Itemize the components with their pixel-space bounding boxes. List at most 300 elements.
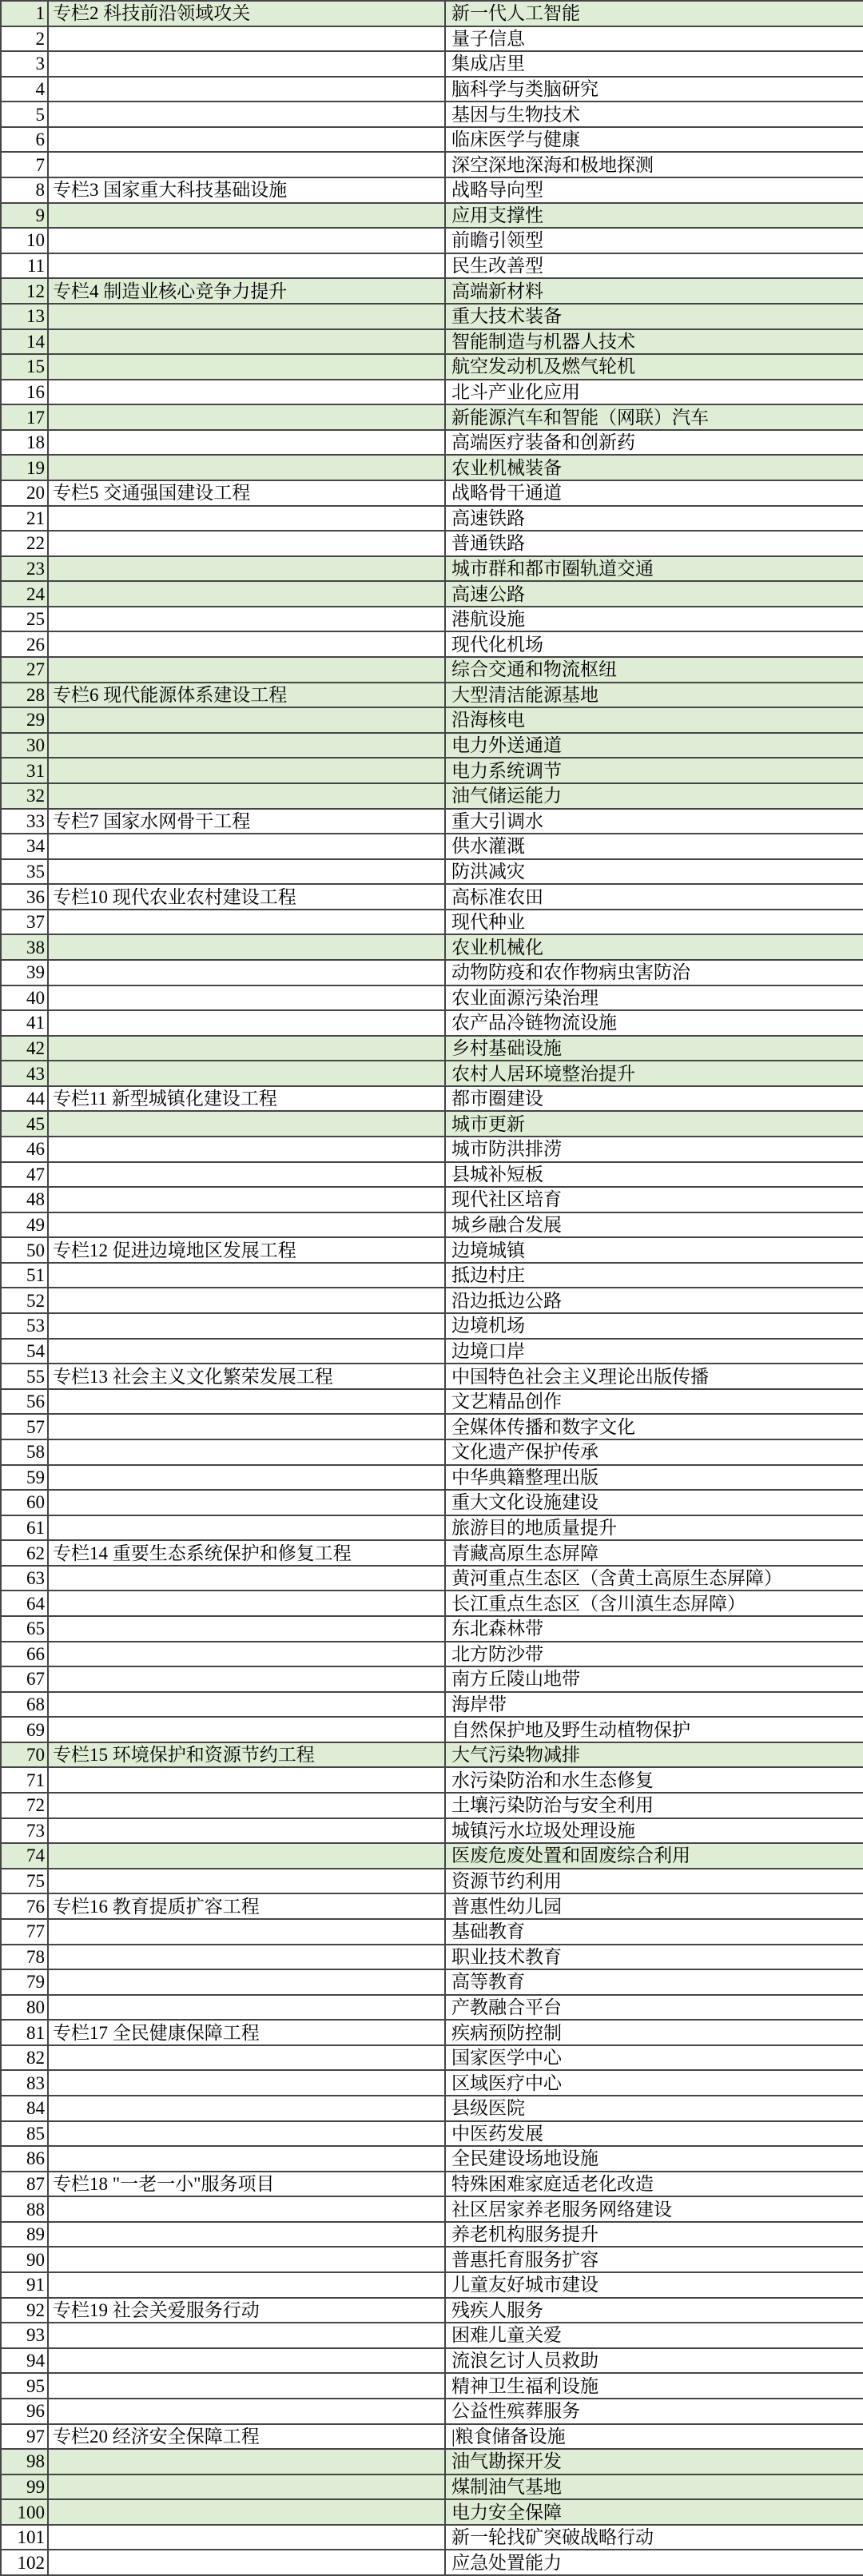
row-number-cell[interactable]: 28	[1, 683, 48, 708]
row-number-cell[interactable]: 34	[1, 834, 48, 859]
column-title-cell[interactable]	[48, 2247, 445, 2272]
item-cell[interactable]: 边境机场	[445, 1313, 863, 1339]
row-number-cell[interactable]: 10	[1, 228, 48, 253]
row-number-cell[interactable]: 89	[1, 2222, 48, 2248]
item-cell[interactable]: 文艺精品创作	[445, 1389, 863, 1415]
item-cell[interactable]: 沿边抵边公路	[445, 1288, 863, 1313]
item-cell[interactable]: 县城补短板	[445, 1162, 863, 1188]
item-cell[interactable]: 都市圈建设	[445, 1086, 863, 1112]
row-number-cell[interactable]: 30	[1, 733, 48, 758]
column-title-cell[interactable]	[48, 985, 445, 1011]
column-title-cell[interactable]	[48, 1818, 445, 1844]
column-title-cell[interactable]	[48, 2222, 445, 2248]
column-title-cell[interactable]	[48, 1566, 445, 1591]
row-number-cell[interactable]: 47	[1, 1162, 48, 1188]
column-title-cell[interactable]: 专栏14 重要生态系统保护和修复工程	[48, 1540, 445, 1566]
row-number-cell[interactable]: 91	[1, 2272, 48, 2298]
row-number-cell[interactable]: 59	[1, 1465, 48, 1491]
item-cell[interactable]: 重大引调水	[445, 809, 863, 834]
item-cell[interactable]: 中国特色社会主义理论出版传播	[445, 1364, 863, 1389]
column-title-cell[interactable]	[48, 2373, 445, 2399]
row-number-cell[interactable]: 42	[1, 1036, 48, 1061]
row-number-cell[interactable]: 25	[1, 607, 48, 632]
row-number-cell[interactable]: 35	[1, 859, 48, 885]
item-cell[interactable]: 南方丘陵山地带	[445, 1666, 863, 1692]
item-cell[interactable]: 土壤污染防治与安全利用	[445, 1793, 863, 1818]
item-cell[interactable]: 农业机械化	[445, 934, 863, 960]
item-cell[interactable]: 现代种业	[445, 910, 863, 935]
row-number-cell[interactable]: 71	[1, 1767, 48, 1793]
column-title-cell[interactable]	[48, 329, 445, 355]
item-cell[interactable]: 防洪减灾	[445, 859, 863, 885]
column-title-cell[interactable]	[48, 707, 445, 733]
row-number-cell[interactable]: 77	[1, 1919, 48, 1945]
row-number-cell[interactable]: 102	[1, 2550, 48, 2575]
item-cell[interactable]: 量子信息	[445, 26, 863, 52]
row-number-cell[interactable]: 58	[1, 1439, 48, 1465]
column-title-cell[interactable]: 专栏20 经济安全保障工程	[48, 2424, 445, 2450]
item-cell[interactable]: 养老机构服务提升	[445, 2222, 863, 2248]
item-cell[interactable]: 应急处置能力	[445, 2550, 863, 2575]
row-number-cell[interactable]: 21	[1, 506, 48, 532]
row-number-cell[interactable]: 22	[1, 531, 48, 556]
column-title-cell[interactable]	[48, 354, 445, 380]
column-title-cell[interactable]	[48, 455, 445, 480]
column-title-cell[interactable]	[48, 203, 445, 229]
item-cell[interactable]: 公益性殡葬服务	[445, 2399, 863, 2424]
column-title-cell[interactable]: 专栏2 科技前沿领域攻关	[48, 1, 445, 26]
row-number-cell[interactable]: 79	[1, 1969, 48, 1995]
item-cell[interactable]: 现代社区培育	[445, 1187, 863, 1212]
row-number-cell[interactable]: 45	[1, 1111, 48, 1137]
column-title-cell[interactable]	[48, 607, 445, 632]
item-cell[interactable]: 特殊困难家庭适老化改造	[445, 2172, 863, 2197]
row-number-cell[interactable]: 63	[1, 1566, 48, 1591]
row-number-cell[interactable]: 2	[1, 26, 48, 52]
row-number-cell[interactable]: 56	[1, 1389, 48, 1415]
row-number-cell[interactable]: 67	[1, 1666, 48, 1692]
row-number-cell[interactable]: 51	[1, 1263, 48, 1288]
item-cell[interactable]: 新一轮找矿突破战略行动	[445, 2525, 863, 2550]
item-cell[interactable]: 北斗产业化应用	[445, 380, 863, 405]
item-cell[interactable]: 大气污染物减排	[445, 1742, 863, 1768]
item-cell[interactable]: 儿童友好城市建设	[445, 2272, 863, 2298]
column-title-cell[interactable]: 专栏18 "一老一小"服务项目	[48, 2172, 445, 2197]
row-number-cell[interactable]: 81	[1, 2020, 48, 2045]
row-number-cell[interactable]: 86	[1, 2146, 48, 2172]
item-cell[interactable]: 高速铁路	[445, 506, 863, 532]
row-number-cell[interactable]: 38	[1, 934, 48, 960]
column-title-cell[interactable]	[48, 758, 445, 783]
row-number-cell[interactable]: 74	[1, 1843, 48, 1869]
row-number-cell[interactable]: 31	[1, 758, 48, 783]
column-title-cell[interactable]: 专栏17 全民健康保障工程	[48, 2020, 445, 2045]
item-cell[interactable]: 抵边村庄	[445, 1263, 863, 1288]
column-title-cell[interactable]	[48, 506, 445, 532]
column-title-cell[interactable]	[48, 1945, 445, 1970]
column-title-cell[interactable]	[48, 228, 445, 253]
column-title-cell[interactable]: 专栏3 国家重大科技基础设施	[48, 177, 445, 203]
row-number-cell[interactable]: 37	[1, 910, 48, 935]
row-number-cell[interactable]: 40	[1, 985, 48, 1011]
item-cell[interactable]: 国家医学中心	[445, 2045, 863, 2071]
item-cell[interactable]: 东北森林带	[445, 1616, 863, 1642]
column-title-cell[interactable]: 专栏5 交通强国建设工程	[48, 480, 445, 506]
item-cell[interactable]: 基础教育	[445, 1919, 863, 1945]
item-cell[interactable]: 农产品冷链物流设施	[445, 1010, 863, 1036]
column-title-cell[interactable]	[48, 2272, 445, 2298]
item-cell[interactable]: |粮食储备设施	[445, 2424, 863, 2450]
column-title-cell[interactable]	[48, 1642, 445, 1667]
item-cell[interactable]: 煤制油气基地	[445, 2474, 863, 2500]
column-title-cell[interactable]	[48, 304, 445, 329]
item-cell[interactable]: 高等教育	[445, 1969, 863, 1995]
column-title-cell[interactable]	[48, 1339, 445, 1364]
row-number-cell[interactable]: 52	[1, 1288, 48, 1313]
column-title-cell[interactable]	[48, 1793, 445, 1818]
column-title-cell[interactable]	[48, 2550, 445, 2575]
row-number-cell[interactable]: 75	[1, 1869, 48, 1894]
row-number-cell[interactable]: 69	[1, 1717, 48, 1742]
row-number-cell[interactable]: 16	[1, 380, 48, 405]
column-title-cell[interactable]	[48, 127, 445, 153]
row-number-cell[interactable]: 13	[1, 304, 48, 329]
column-title-cell[interactable]	[48, 1692, 445, 1718]
column-title-cell[interactable]	[48, 1010, 445, 1036]
row-number-cell[interactable]: 85	[1, 2121, 48, 2147]
row-number-cell[interactable]: 55	[1, 1364, 48, 1389]
column-title-cell[interactable]	[48, 2323, 445, 2348]
item-cell[interactable]: 电力外送通道	[445, 733, 863, 758]
column-title-cell[interactable]	[48, 1969, 445, 1995]
item-cell[interactable]: 区域医疗中心	[445, 2070, 863, 2096]
column-title-cell[interactable]: 专栏6 现代能源体系建设工程	[48, 683, 445, 708]
item-cell[interactable]: 深空深地深海和极地探测	[445, 152, 863, 177]
column-title-cell[interactable]	[48, 733, 445, 758]
column-title-cell[interactable]	[48, 960, 445, 985]
column-title-cell[interactable]	[48, 910, 445, 935]
row-number-cell[interactable]: 33	[1, 809, 48, 834]
item-cell[interactable]: 油气勘探开发	[445, 2449, 863, 2474]
column-title-cell[interactable]	[48, 2096, 445, 2121]
item-cell[interactable]: 普惠托育服务扩容	[445, 2247, 863, 2272]
column-title-cell[interactable]: 专栏15 环境保护和资源节约工程	[48, 1742, 445, 1768]
item-cell[interactable]: 长江重点生态区（含川滇生态屏障）	[445, 1591, 863, 1616]
row-number-cell[interactable]: 97	[1, 2424, 48, 2450]
item-cell[interactable]: 动物防疫和农作物病虫害防治	[445, 960, 863, 985]
column-title-cell[interactable]	[48, 1212, 445, 1238]
column-title-cell[interactable]	[48, 1490, 445, 1515]
row-number-cell[interactable]: 1	[1, 1, 48, 26]
item-cell[interactable]: 全民建设场地设施	[445, 2146, 863, 2172]
item-cell[interactable]: 黄河重点生态区（含黄土高原生态屏障）	[445, 1566, 863, 1591]
row-number-cell[interactable]: 50	[1, 1237, 48, 1263]
row-number-cell[interactable]: 88	[1, 2196, 48, 2222]
item-cell[interactable]: 高标准农田	[445, 884, 863, 910]
item-cell[interactable]: 社区居家养老服务网络建设	[445, 2196, 863, 2222]
column-title-cell[interactable]	[48, 2045, 445, 2071]
row-number-cell[interactable]: 24	[1, 581, 48, 607]
row-number-cell[interactable]: 61	[1, 1515, 48, 1541]
column-title-cell[interactable]: 专栏16 教育提质扩容工程	[48, 1893, 445, 1919]
item-cell[interactable]: 大型清洁能源基地	[445, 683, 863, 708]
row-number-cell[interactable]: 27	[1, 657, 48, 683]
row-number-cell[interactable]: 99	[1, 2474, 48, 2500]
item-cell[interactable]: 油气储运能力	[445, 783, 863, 809]
column-title-cell[interactable]	[48, 1616, 445, 1642]
row-number-cell[interactable]: 87	[1, 2172, 48, 2197]
item-cell[interactable]: 新一代人工智能	[445, 1, 863, 26]
item-cell[interactable]: 普惠性幼儿园	[445, 1893, 863, 1919]
row-number-cell[interactable]: 94	[1, 2348, 48, 2374]
item-cell[interactable]: 旅游目的地质量提升	[445, 1515, 863, 1541]
row-number-cell[interactable]: 53	[1, 1313, 48, 1339]
item-cell[interactable]: 城乡融合发展	[445, 1212, 863, 1238]
item-cell[interactable]: 海岸带	[445, 1692, 863, 1718]
column-title-cell[interactable]	[48, 783, 445, 809]
column-title-cell[interactable]	[48, 1717, 445, 1742]
item-cell[interactable]: 水污染防治和水生态修复	[445, 1767, 863, 1793]
row-number-cell[interactable]: 60	[1, 1490, 48, 1515]
column-title-cell[interactable]	[48, 2121, 445, 2147]
row-number-cell[interactable]: 66	[1, 1642, 48, 1667]
column-title-cell[interactable]	[48, 380, 445, 405]
column-title-cell[interactable]: 专栏10 现代农业农村建设工程	[48, 884, 445, 910]
column-title-cell[interactable]	[48, 51, 445, 77]
item-cell[interactable]: 文化遗产保护传承	[445, 1439, 863, 1465]
column-title-cell[interactable]: 专栏4 制造业核心竞争力提升	[48, 278, 445, 304]
item-cell[interactable]: 中医药发展	[445, 2121, 863, 2147]
item-cell[interactable]: 职业技术教育	[445, 1945, 863, 1970]
column-title-cell[interactable]	[48, 1439, 445, 1465]
row-number-cell[interactable]: 83	[1, 2070, 48, 2096]
item-cell[interactable]: 港航设施	[445, 607, 863, 632]
row-number-cell[interactable]: 8	[1, 177, 48, 203]
item-cell[interactable]: 自然保护地及野生动植物保护	[445, 1717, 863, 1742]
column-title-cell[interactable]: 专栏13 社会主义文化繁荣发展工程	[48, 1364, 445, 1389]
row-number-cell[interactable]: 90	[1, 2247, 48, 2272]
row-number-cell[interactable]: 15	[1, 354, 48, 380]
column-title-cell[interactable]: 专栏19 社会关爱服务行动	[48, 2298, 445, 2323]
item-cell[interactable]: 农村人居环境整治提升	[445, 1061, 863, 1086]
row-number-cell[interactable]: 44	[1, 1086, 48, 1112]
row-number-cell[interactable]: 41	[1, 1010, 48, 1036]
item-cell[interactable]: 民生改善型	[445, 253, 863, 279]
column-title-cell[interactable]	[48, 1389, 445, 1415]
column-title-cell[interactable]	[48, 2499, 445, 2525]
column-title-cell[interactable]	[48, 2196, 445, 2222]
row-number-cell[interactable]: 76	[1, 1893, 48, 1919]
item-cell[interactable]: 资源节约利用	[445, 1869, 863, 1894]
row-number-cell[interactable]: 62	[1, 1540, 48, 1566]
row-number-cell[interactable]: 19	[1, 455, 48, 480]
item-cell[interactable]: 城镇污水垃圾处理设施	[445, 1818, 863, 1844]
row-number-cell[interactable]: 93	[1, 2323, 48, 2348]
row-number-cell[interactable]: 70	[1, 1742, 48, 1768]
row-number-cell[interactable]: 98	[1, 2449, 48, 2474]
item-cell[interactable]: 农业面源污染治理	[445, 985, 863, 1011]
row-number-cell[interactable]: 95	[1, 2373, 48, 2399]
row-number-cell[interactable]: 26	[1, 631, 48, 657]
row-number-cell[interactable]: 3	[1, 51, 48, 77]
item-cell[interactable]: 脑科学与类脑研究	[445, 77, 863, 102]
item-cell[interactable]: 沿海核电	[445, 707, 863, 733]
column-title-cell[interactable]	[48, 1591, 445, 1616]
item-cell[interactable]: 中华典籍整理出版	[445, 1465, 863, 1491]
column-title-cell[interactable]	[48, 1869, 445, 1894]
column-title-cell[interactable]	[48, 581, 445, 607]
item-cell[interactable]: 临床医学与健康	[445, 127, 863, 153]
row-number-cell[interactable]: 29	[1, 707, 48, 733]
item-cell[interactable]: 残疾人服务	[445, 2298, 863, 2323]
column-title-cell[interactable]	[48, 152, 445, 177]
row-number-cell[interactable]: 49	[1, 1212, 48, 1238]
item-cell[interactable]: 困难儿童关爱	[445, 2323, 863, 2348]
item-cell[interactable]: 普通铁路	[445, 531, 863, 556]
item-cell[interactable]: 高端新材料	[445, 278, 863, 304]
item-cell[interactable]: 流浪乞讨人员救助	[445, 2348, 863, 2374]
row-number-cell[interactable]: 64	[1, 1591, 48, 1616]
column-title-cell[interactable]	[48, 2449, 445, 2474]
column-title-cell[interactable]: 专栏12 促进边境地区发展工程	[48, 1237, 445, 1263]
item-cell[interactable]: 重大技术装备	[445, 304, 863, 329]
row-number-cell[interactable]: 82	[1, 2045, 48, 2071]
item-cell[interactable]: 全媒体传播和数字文化	[445, 1414, 863, 1439]
item-cell[interactable]: 医废危废处置和固废综合利用	[445, 1843, 863, 1869]
column-title-cell[interactable]	[48, 1767, 445, 1793]
item-cell[interactable]: 前瞻引领型	[445, 228, 863, 253]
item-cell[interactable]: 现代化机场	[445, 631, 863, 657]
item-cell[interactable]: 北方防沙带	[445, 1642, 863, 1667]
column-title-cell[interactable]	[48, 1843, 445, 1869]
column-title-cell[interactable]	[48, 26, 445, 52]
column-title-cell[interactable]	[48, 2399, 445, 2424]
item-cell[interactable]: 边境口岸	[445, 1339, 863, 1364]
item-cell[interactable]: 供水灌溉	[445, 834, 863, 859]
item-cell[interactable]: 集成店里	[445, 51, 863, 77]
item-cell[interactable]: 城市群和都市圈轨道交通	[445, 556, 863, 582]
row-number-cell[interactable]: 9	[1, 203, 48, 229]
column-title-cell[interactable]	[48, 2525, 445, 2550]
item-cell[interactable]: 产教融合平台	[445, 1995, 863, 2021]
column-title-cell[interactable]	[48, 1288, 445, 1313]
row-number-cell[interactable]: 68	[1, 1692, 48, 1718]
column-title-cell[interactable]: 专栏11 新型城镇化建设工程	[48, 1086, 445, 1112]
row-number-cell[interactable]: 39	[1, 960, 48, 985]
row-number-cell[interactable]: 23	[1, 556, 48, 582]
row-number-cell[interactable]: 65	[1, 1616, 48, 1642]
item-cell[interactable]: 战略骨干通道	[445, 480, 863, 506]
row-number-cell[interactable]: 57	[1, 1414, 48, 1439]
column-title-cell[interactable]	[48, 657, 445, 683]
item-cell[interactable]: 城市更新	[445, 1111, 863, 1137]
column-title-cell[interactable]	[48, 631, 445, 657]
item-cell[interactable]: 综合交通和物流枢纽	[445, 657, 863, 683]
row-number-cell[interactable]: 101	[1, 2525, 48, 2550]
column-title-cell[interactable]: 专栏7 国家水网骨干工程	[48, 809, 445, 834]
column-title-cell[interactable]	[48, 1111, 445, 1137]
row-number-cell[interactable]: 17	[1, 404, 48, 430]
row-number-cell[interactable]: 18	[1, 430, 48, 456]
item-cell[interactable]: 基因与生物技术	[445, 102, 863, 127]
column-title-cell[interactable]	[48, 859, 445, 885]
column-title-cell[interactable]	[48, 531, 445, 556]
row-number-cell[interactable]: 46	[1, 1137, 48, 1162]
row-number-cell[interactable]: 43	[1, 1061, 48, 1086]
column-title-cell[interactable]	[48, 1036, 445, 1061]
item-cell[interactable]: 战略导向型	[445, 177, 863, 203]
column-title-cell[interactable]	[48, 77, 445, 102]
column-title-cell[interactable]	[48, 2146, 445, 2172]
row-number-cell[interactable]: 78	[1, 1945, 48, 1970]
column-title-cell[interactable]	[48, 1515, 445, 1541]
item-cell[interactable]: 航空发动机及燃气轮机	[445, 354, 863, 380]
column-title-cell[interactable]	[48, 1414, 445, 1439]
column-title-cell[interactable]	[48, 1061, 445, 1086]
item-cell[interactable]: 高端医疗装备和创新药	[445, 430, 863, 456]
item-cell[interactable]: 重大文化设施建设	[445, 1490, 863, 1515]
column-title-cell[interactable]	[48, 934, 445, 960]
row-number-cell[interactable]: 48	[1, 1187, 48, 1212]
row-number-cell[interactable]: 5	[1, 102, 48, 127]
column-title-cell[interactable]	[48, 102, 445, 127]
column-title-cell[interactable]	[48, 1313, 445, 1339]
item-cell[interactable]: 精神卫生福利设施	[445, 2373, 863, 2399]
item-cell[interactable]: 农业机械装备	[445, 455, 863, 480]
row-number-cell[interactable]: 32	[1, 783, 48, 809]
row-number-cell[interactable]: 84	[1, 2096, 48, 2121]
row-number-cell[interactable]: 4	[1, 77, 48, 102]
row-number-cell[interactable]: 72	[1, 1793, 48, 1818]
column-title-cell[interactable]	[48, 1162, 445, 1188]
item-cell[interactable]: 疾病预防控制	[445, 2020, 863, 2045]
column-title-cell[interactable]	[48, 1465, 445, 1491]
column-title-cell[interactable]	[48, 404, 445, 430]
item-cell[interactable]: 电力系统调节	[445, 758, 863, 783]
column-title-cell[interactable]	[48, 253, 445, 279]
item-cell[interactable]: 乡村基础设施	[445, 1036, 863, 1061]
column-title-cell[interactable]	[48, 2348, 445, 2374]
row-number-cell[interactable]: 100	[1, 2499, 48, 2525]
row-number-cell[interactable]: 20	[1, 480, 48, 506]
row-number-cell[interactable]: 7	[1, 152, 48, 177]
row-number-cell[interactable]: 6	[1, 127, 48, 153]
column-title-cell[interactable]	[48, 556, 445, 582]
column-title-cell[interactable]	[48, 1995, 445, 2021]
column-title-cell[interactable]	[48, 834, 445, 859]
row-number-cell[interactable]: 92	[1, 2298, 48, 2323]
column-title-cell[interactable]	[48, 1137, 445, 1162]
row-number-cell[interactable]: 54	[1, 1339, 48, 1364]
item-cell[interactable]: 应用支撑性	[445, 203, 863, 229]
row-number-cell[interactable]: 80	[1, 1995, 48, 2021]
item-cell[interactable]: 青藏高原生态屏障	[445, 1540, 863, 1566]
column-title-cell[interactable]	[48, 1263, 445, 1288]
column-title-cell[interactable]	[48, 2070, 445, 2096]
row-number-cell[interactable]: 12	[1, 278, 48, 304]
column-title-cell[interactable]	[48, 2474, 445, 2500]
column-title-cell[interactable]	[48, 430, 445, 456]
row-number-cell[interactable]: 73	[1, 1818, 48, 1844]
column-title-cell[interactable]	[48, 1919, 445, 1945]
row-number-cell[interactable]: 14	[1, 329, 48, 355]
item-cell[interactable]: 县级医院	[445, 2096, 863, 2121]
item-cell[interactable]: 高速公路	[445, 581, 863, 607]
item-cell[interactable]: 智能制造与机器人技术	[445, 329, 863, 355]
row-number-cell[interactable]: 96	[1, 2399, 48, 2424]
column-title-cell[interactable]	[48, 1187, 445, 1212]
row-number-cell[interactable]: 11	[1, 253, 48, 279]
